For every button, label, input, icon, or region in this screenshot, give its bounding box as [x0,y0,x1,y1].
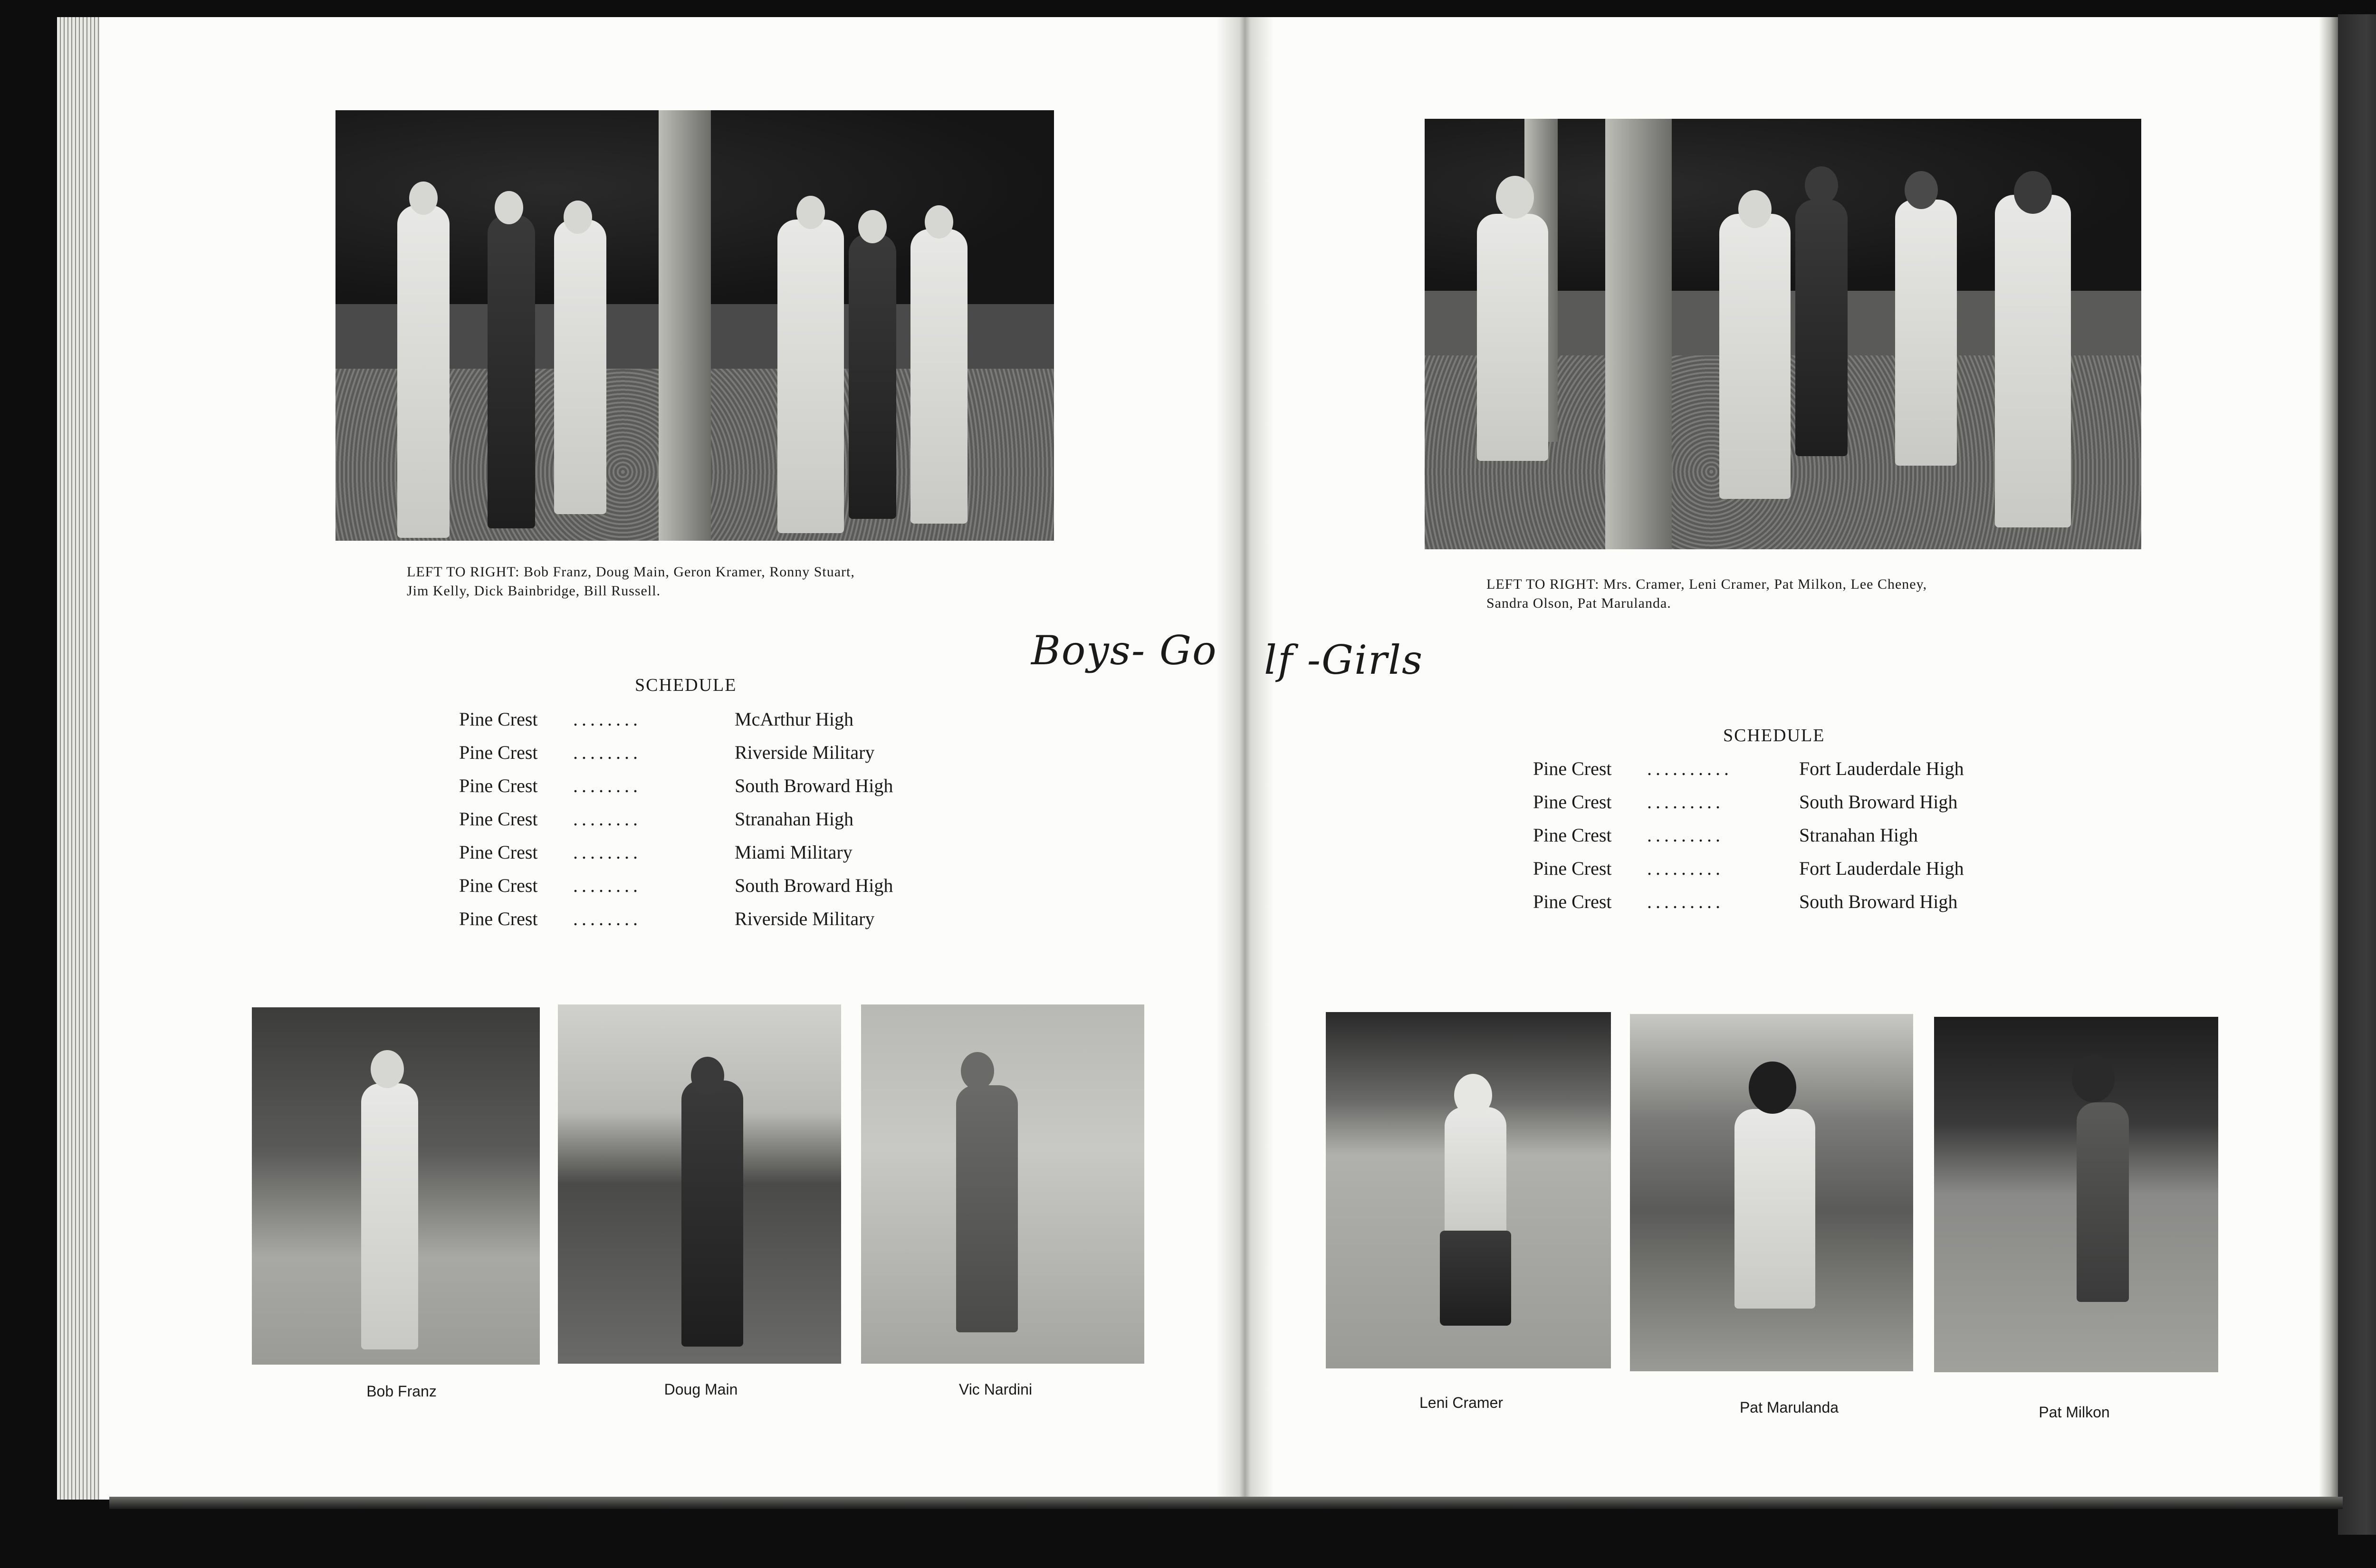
boys-caption-line-2: Jim Kelly, Dick Bainbridge, Bill Russell. [407,583,661,599]
boys-schedule-row: Pine Crest ........ South Broward High [459,875,893,896]
spread-title-left: Boys- Go [1031,627,1217,674]
girls-schedule-row: Pine Crest ......... Fort Lauderdale High [1533,858,1964,879]
portrait-photo-leni-cramer [1326,1012,1611,1368]
portrait-name: Leni Cramer [1419,1394,1504,1411]
girls-schedule-row: Pine Crest ......... Stranahan High [1533,824,1918,846]
portrait-name: Pat Marulanda [1739,1399,1839,1416]
girls-caption-line-2: Sandra Olson, Pat Marulanda. [1486,595,1671,611]
boys-schedule-row: Pine Crest ........ Miami Military [459,841,853,863]
portrait-photo-vic-nardini [861,1004,1144,1364]
boys-schedule-row: Pine Crest ........ South Broward High [459,775,893,796]
boys-group-photo [335,110,1054,541]
boys-schedule-heading: SCHEDULE [635,675,737,695]
boys-schedule-row: Pine Crest ........ Riverside Military [459,742,875,763]
portrait-photo-pat-milkon [1934,1017,2218,1372]
book-cover [2338,14,2376,1535]
portrait-photo-doug-main [558,1004,841,1364]
boys-schedule-row: Pine Crest ........ Riverside Military [459,908,875,929]
girls-schedule-row: Pine Crest ......... South Broward High [1533,791,1958,813]
girls-schedule-row: Pine Crest .......... Fort Lauderdale High [1533,758,1964,779]
spread-title-right: lf -Girls [1264,637,1424,683]
boys-photo-caption [407,563,855,601]
bottom-page-edge [109,1497,2343,1509]
portrait-photo-bob-franz [252,1007,540,1365]
girls-schedule-row: Pine Crest ......... South Broward High [1533,891,1958,912]
portrait-photo-pat-marulanda [1630,1014,1913,1371]
boys-caption-line-1: LEFT TO RIGHT: Bob Franz, Doug Main, Geron Kramer, Ronny Stuart, [407,564,855,580]
portrait-name: Pat Milkon [2039,1404,2110,1421]
girls-caption-line-1: LEFT TO RIGHT: Mrs. Cramer, Leni Cramer, Pat Milkon, Lee Cheney, [1486,576,1927,592]
portrait-name: Doug Main [664,1381,738,1398]
boys-schedule-row: Pine Crest ........ Stranahan High [459,808,853,830]
portrait-name: Bob Franz [366,1383,437,1400]
book-gutter [1217,17,1274,1500]
girls-photo-caption [1486,575,1927,613]
portrait-name: Vic Nardini [958,1381,1033,1398]
girls-schedule-heading: SCHEDULE [1723,726,1825,746]
girls-group-photo [1425,119,2141,549]
boys-schedule-row: Pine Crest ........ McArthur High [459,708,853,730]
right-page-edge [2319,17,2338,1500]
